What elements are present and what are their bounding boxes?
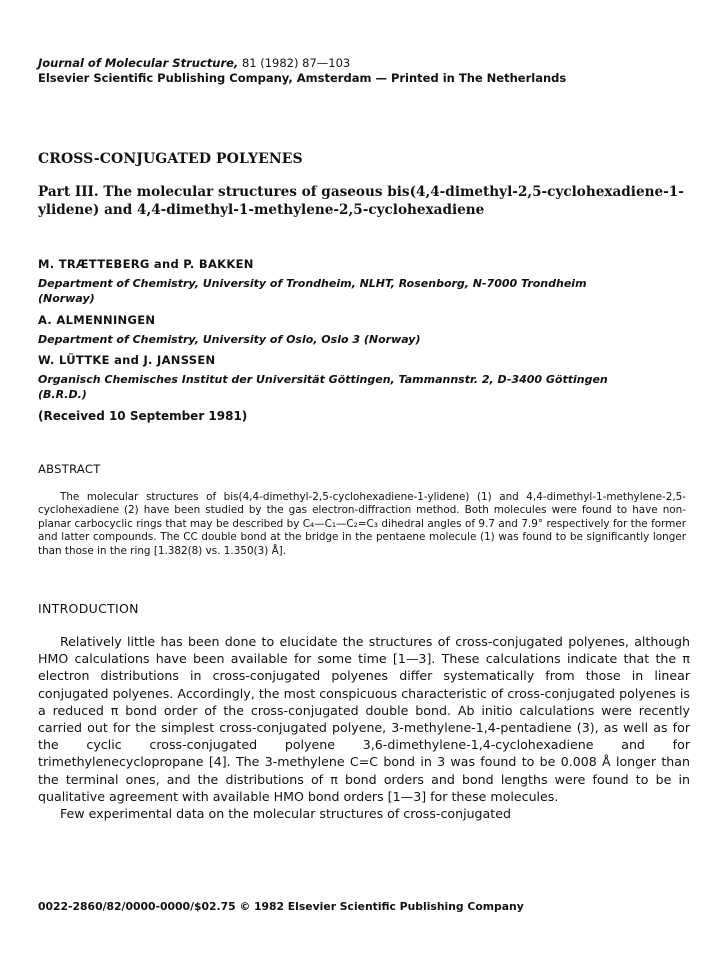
copyright-footer: 0022-2860/82/0000-0000/$02.75 © 1982 Elsevier Scientific Publishing Company — [38, 900, 524, 913]
author-affiliation: Organisch Chemisches Institut der Universität Göttingen, Tammannstr. 2, D-3400 Göttingen (B.R.D.) — [38, 373, 608, 401]
paragraph: Few experimental data on the molecular structures of cross-conjugated — [60, 806, 511, 822]
journal-header — [38, 56, 688, 86]
abstract-body: The molecular structures of bis(4,4-dimethyl-2,5-cyclohexadiene-1-ylidene) (1) and 4,4-dimethyl-1-methylene-2,5-cyclohexadiene (2) have been studied by the gas electron-diffraction method. Both molecules were found to have non-planar carbocyclic rings that may be described by C₄—C₁—C₂=C₃ dihedral angles of 9.7 and 7.9° respectively for the former and latter compounds. The CC double bond at the bridge in the pentaene molecule (1) was found to be significantly longer than those in the ring [1.382(8) vs. 1.350(3) Å]. — [38, 491, 686, 557]
author-names: W. LÜTTKE and J. JANSSEN — [38, 353, 216, 367]
author-block-3 — [38, 353, 688, 402]
author-affiliation: Department of Chemistry, University of Oslo, Oslo 3 (Norway) — [38, 333, 421, 346]
journal-citation-line — [38, 56, 688, 71]
abstract-text — [38, 491, 686, 558]
author-names: M. TRÆTTEBERG and P. BAKKEN — [38, 257, 254, 271]
series-title: CROSS-CONJUGATED POLYENES — [38, 151, 303, 167]
author-affiliation: Department of Chemistry, University of Trondheim, NLHT, Rosenborg, N-7000 Trondheim (Norway) — [38, 277, 587, 305]
received-date: (Received 10 September 1981) — [38, 409, 248, 423]
abstract-heading: ABSTRACT — [38, 462, 101, 476]
paper-title: Part III. The molecular structures of gaseous bis(4,4-dimethyl-2,5-cyclohexadiene-1-ylidene) and 4,4-dimethyl-1-methylene-2,5-cyclohexadiene — [38, 184, 684, 218]
author-names: A. ALMENNINGEN — [38, 313, 156, 327]
author-block-2 — [38, 313, 688, 347]
journal-citation: 81 (1982) 87—103 — [238, 56, 351, 70]
introduction-text — [38, 633, 690, 822]
author-block-1 — [38, 257, 688, 306]
publisher-line: Elsevier Scientific Publishing Company, Amsterdam — Printed in The Netherlands — [38, 71, 567, 85]
paragraph: Relatively little has been done to elucidate the structures of cross-conjugated polyenes, although HMO calculations have been available for some time [1—3]. These calculations indicate that the π electron distributions in cross-conjugated polyenes differ systematically from those in linear conjugated polyenes. Accordingly, the most conspicuous characteristic of cross-conjugated polyenes is a reduced π bond order of the cross-conjugated double bond. Ab initio calculations were recently carried out for the simplest cross-conjugated polyene, 3-methylene-1,4-pentadiene (3), as well as for the cyclic cross-conjugated polyene 3,6-dimethylene-1,4-cyclohexadiene and for trimethylenecyclopropane [4]. The 3-methylene C=C bond in 3 was found to be 0.008 Å longer than the terminal ones, and the distributions of π bond orders and bond lengths were found to be in qualitative agreement with available HMO bond orders [1—3] for these molecules. — [38, 634, 690, 804]
introduction-heading: INTRODUCTION — [38, 601, 139, 616]
journal-name: Journal of Molecular Structure, — [38, 56, 239, 70]
